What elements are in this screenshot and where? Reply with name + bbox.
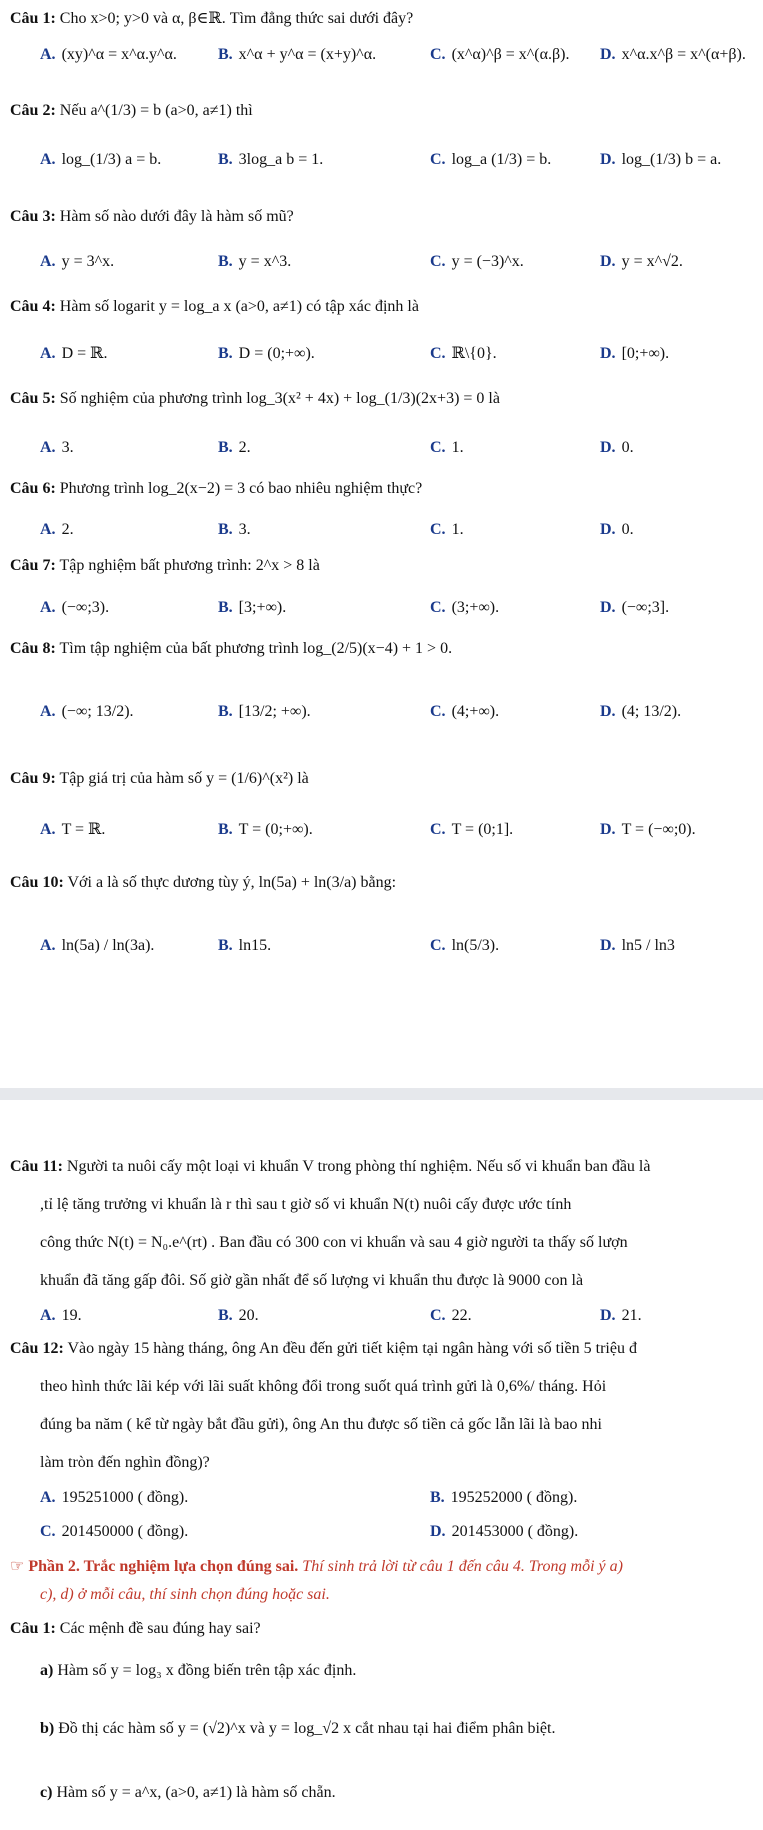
option-a[interactable]: A. 2. [40,521,74,538]
option-a[interactable]: A. 19. [40,1307,82,1324]
question-label: Câu 9: [10,770,56,787]
option-b[interactable]: B. x^α + y^α = (x+y)^α. [218,46,377,63]
option-b[interactable]: B. [13/2; +∞). [218,703,311,720]
statement-b[interactable]: b) Đồ thị các hàm số y = (√2)^x và y = log_√2 x cắt nhau tại hai điểm phân biệt. [40,1720,556,1737]
option-c[interactable]: C. ln(5/3). [430,937,500,954]
option-c[interactable]: C. 1. [430,439,464,456]
question-text-line-4: khuẩn đã tăng gấp đôi. Số giờ gần nhất để số lượng vi khuẩn thu được là 9000 con là [40,1272,584,1289]
option-b[interactable]: B. [3;+∞). [218,599,287,616]
option-b[interactable]: B. T = (0;+∞). [218,821,313,838]
option-b[interactable]: B. 195252000 ( đồng). [430,1489,578,1506]
option-c[interactable]: C. 22. [430,1307,472,1324]
question-label: Câu 10: [10,874,64,891]
question-label: Câu 7: [10,557,56,574]
question-text: Với a là số thực dương tùy ý, ln(5a) + ln(3/a) bằng: [67,874,397,891]
option-c[interactable]: C. y = (−3)^x. [430,253,524,270]
option-c[interactable]: C. ℝ\{0}. [430,345,497,362]
question-text-line-1: Vào ngày 15 hàng tháng, ông An đều đến gửi tiết kiệm tại ngân hàng với số tiền 5 triệu đ [67,1340,637,1357]
option-d[interactable]: D. 0. [600,439,634,456]
option-a[interactable]: A. (−∞;3). [40,599,110,616]
option-b[interactable]: B. 3. [218,521,251,538]
question-label: Câu 12: [10,1340,64,1357]
question-label: Câu 1: [10,10,56,27]
option-d[interactable]: D. (4; 13/2). [600,703,682,720]
option-d[interactable]: D. y = x^√2. [600,253,683,270]
question-text-line-3: đúng ba năm ( kể từ ngày bắt đầu gửi), ông An thu được số tiền cả gốc lẫn lãi là bao nhi [40,1416,602,1433]
question-label: Câu 3: [10,208,56,225]
question-text-line-1: Người ta nuôi cấy một loại vi khuẩn V trong phòng thí nghiệm. Nếu số vi khuẩn ban đầu là [66,1158,651,1175]
option-b[interactable]: B. 20. [218,1307,259,1324]
option-a[interactable]: A. (−∞; 13/2). [40,703,134,720]
option-d[interactable]: D. (−∞;3]. [600,599,670,616]
option-d[interactable]: D. T = (−∞;0). [600,821,696,838]
question-text: Tìm tập nghiệm của bất phương trình log_(2/5)(x−4) + 1 > 0. [59,640,453,657]
statement-a[interactable]: a) Hàm số y = log₃ x đồng biến trên tập xác định. [40,1662,357,1679]
question-text-line-2: ,tỉ lệ tăng trưởng vi khuẩn là r thì sau t giờ số vi khuẩn N(t) nuôi cấy được ước tính [40,1196,572,1213]
option-a[interactable]: A. 195251000 ( đồng). [40,1489,189,1506]
question-text-line-3: công thức N(t) = N₀.e^(rt) . Ban đầu có 300 con vi khuẩn và sau 4 giờ người ta thấy số lượn [40,1234,628,1251]
part-2-title: Phần 2. Trắc nghiệm lựa chọn đúng sai. [28,1558,299,1575]
question-text: Tập giá trị của hàm số y = (1/6)^(x²) là [59,770,309,787]
question-text: Tập nghiệm bất phương trình: 2^x > 8 là [59,557,320,574]
option-d[interactable]: D. log_(1/3) b = a. [600,151,722,168]
question-label: Câu 8: [10,640,56,657]
option-d[interactable]: D. x^α.x^β = x^(α+β). [600,46,746,63]
option-d[interactable]: D. ln5 / ln3 [600,937,675,954]
question-label: Câu 11: [10,1158,63,1175]
question-text: Phương trình log_2(x−2) = 3 có bao nhiêu nghiệm thực? [59,480,423,497]
part-2-instruction-cont: c), d) ở mỗi câu, thí sinh chọn đúng hoặc sai. [40,1586,330,1603]
option-a[interactable]: A. y = 3^x. [40,253,115,270]
question-text: Hàm số logarit y = log_a x (a>0, a≠1) có tập xác định là [59,298,419,315]
question-label: Câu 4: [10,298,56,315]
option-c[interactable]: C. 1. [430,521,464,538]
part-2-header [10,1556,623,1578]
option-d[interactable]: D. 21. [600,1307,642,1324]
option-d[interactable]: D. 0. [600,521,634,538]
option-c[interactable]: C. (3;+∞). [430,599,500,616]
question-label: Câu 6: [10,480,56,497]
option-b[interactable]: B. 2. [218,439,251,456]
question-text: Hàm số nào dưới đây là hàm số mũ? [59,208,294,225]
statement-c[interactable]: c) Hàm số y = a^x, (a>0, a≠1) là hàm số chẵn. [40,1784,336,1801]
option-a[interactable]: A. (xy)^α = x^α.y^α. [40,46,177,63]
question-label: Câu 2: [10,102,56,119]
option-c[interactable]: C. 201450000 ( đồng). [40,1523,189,1540]
option-d[interactable]: D. [0;+∞). [600,345,670,362]
option-c[interactable]: C. log_a (1/3) = b. [430,151,552,168]
option-a[interactable]: A. T = ℝ. [40,821,106,838]
part-2-instruction: Thí sinh trả lời từ câu 1 đến câu 4. Trong mỗi ý a) [302,1558,623,1575]
option-b[interactable]: B. D = (0;+∞). [218,345,315,362]
option-c[interactable]: C. (4;+∞). [430,703,500,720]
option-b[interactable]: B. 3log_a b = 1. [218,151,324,168]
question-text: Các mệnh đề sau đúng hay sai? [59,1620,261,1637]
question-label: Câu 5: [10,390,56,407]
pointing-hand-icon: ☞ [10,1558,25,1575]
option-b[interactable]: B. y = x^3. [218,253,292,270]
option-b[interactable]: B. ln15. [218,937,272,954]
question-text-line-4: làm tròn đến nghìn đồng)? [40,1454,210,1471]
option-a[interactable]: A. log_(1/3) a = b. [40,151,162,168]
question-text: Số nghiệm của phương trình log_3(x² + 4x) + log_(1/3)(2x+3) = 0 là [59,390,500,407]
option-a[interactable]: A. ln(5a) / ln(3a). [40,937,155,954]
question-label: Câu 1: [10,1620,56,1637]
option-a[interactable]: A. D = ℝ. [40,345,108,362]
page-separator [0,1088,763,1100]
question-text: Cho x>0; y>0 và α, β∈ℝ. Tìm đẳng thức sai dưới đây? [59,10,414,27]
option-c[interactable]: C. T = (0;1]. [430,821,514,838]
option-d[interactable]: D. 201453000 ( đồng). [430,1523,579,1540]
question-text-line-2: theo hình thức lãi kép với lãi suất không đổi trong suốt quá trình gửi là 0,6%/ tháng. Hỏi [40,1378,607,1395]
question-text: Nếu a^(1/3) = b (a>0, a≠1) thì [59,102,253,119]
option-a[interactable]: A. 3. [40,439,74,456]
option-c[interactable]: C. (x^α)^β = x^(α.β). [430,46,570,63]
